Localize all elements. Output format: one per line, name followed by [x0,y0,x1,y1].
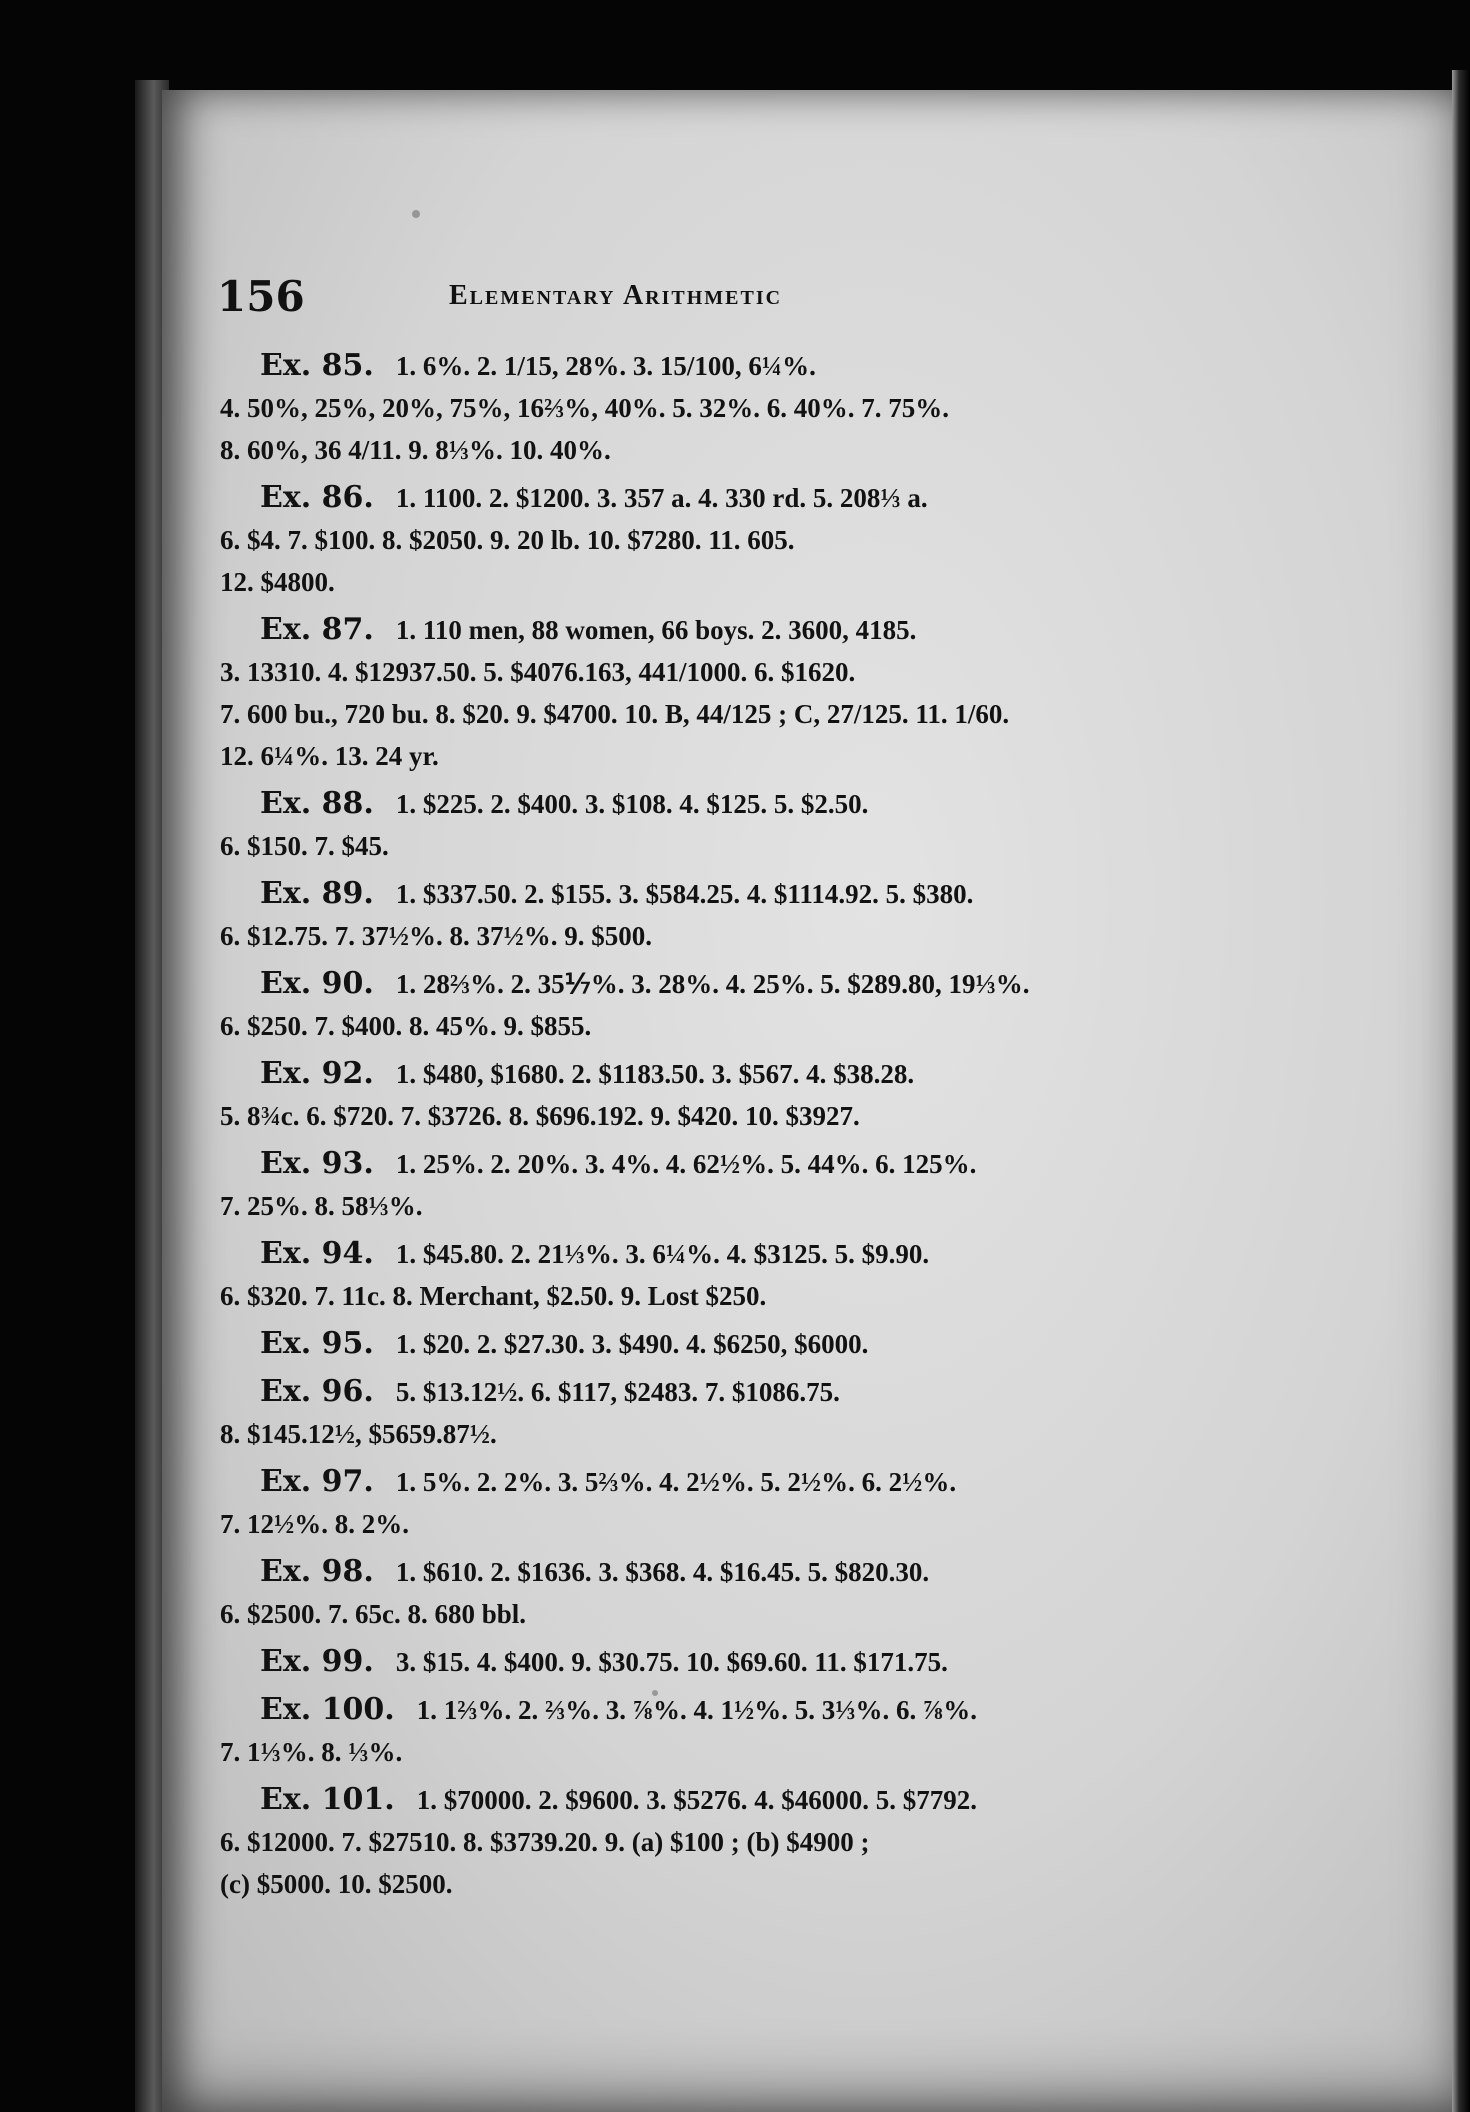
answer-text: (c) $5000. 10. $2500. [220,1869,453,1899]
answer-text: 1. 1100. 2. $1200. 3. 357 a. 4. 330 rd. 5. 208⅓ a. [395,483,928,513]
exercise-answers [220,1551,1340,1635]
exercise-label: Ex. 95. [260,1326,374,1361]
answer-line [220,519,1340,561]
answer-line [220,609,1340,651]
exercise-answers [220,1641,1340,1683]
exercise-label: Ex. 90. [260,966,374,1001]
exercise-answers [220,783,1340,867]
answer-text: 12. $4800. [220,567,335,597]
answer-text: 5. 8¾c. 6. $720. 7. $3726. 8. $696.192. 9. $420. 10. $3927. [220,1101,860,1131]
exercise-answers [220,345,1340,471]
exercise-answers [220,1053,1340,1137]
answer-text: 1. $225. 2. $400. 3. $108. 4. $125. 5. $2.50. [395,789,869,819]
exercise-answers [220,873,1340,957]
answer-line [220,1689,1340,1731]
answer-line [220,387,1340,429]
answer-line [220,1143,1340,1185]
exercise-answers [220,477,1340,603]
answer-line [220,1185,1340,1227]
answer-text: 8. 60%, 36 4/11. 9. 8⅓%. 10. 40%. [220,435,611,465]
answer-line [220,477,1340,519]
answer-line [220,1863,1340,1905]
exercise-label: Ex. 87. [260,612,374,647]
answer-text: 1. 110 men, 88 women, 66 boys. 2. 3600, 4185. [395,615,917,645]
exercise-answers [220,1233,1340,1317]
exercise-label: Ex. 89. [260,876,374,911]
answer-line [220,1053,1340,1095]
answer-text: 1. $20. 2. $27.30. 3. $490. 4. $6250, $6000. [395,1329,869,1359]
answer-text: 7. 25%. 8. 58⅓%. [220,1191,423,1221]
answer-line [220,1275,1340,1317]
answer-line [220,1731,1340,1773]
answer-text: 5. $13.12½. 6. $117, $2483. 7. $1086.75. [395,1377,840,1407]
answer-line [220,1233,1340,1275]
exercise-answers [220,963,1340,1047]
answer-text: 1. 5%. 2. 2%. 3. 5⅔%. 4. 2½%. 5. 2½%. 6. 2½%. [395,1467,957,1497]
answer-text: 6. $320. 7. 11c. 8. Merchant, $2.50. 9. Lost $250. [220,1281,767,1311]
exercise-label: Ex. 93. [260,1146,374,1181]
exercise-label: Ex. 96. [260,1374,374,1409]
answer-line [220,693,1340,735]
answer-text: 1. $70000. 2. $9600. 3. $5276. 4. $46000. 5. $7792. [416,1785,977,1815]
answer-line [220,1593,1340,1635]
answer-line [220,1821,1340,1863]
answer-text: 1. $610. 2. $1636. 3. $368. 4. $16.45. 5. $820.30. [395,1557,930,1587]
answer-text: 6. $12.75. 7. 37½%. 8. 37½%. 9. $500. [220,921,652,951]
answer-text: 1. 28⅔%. 2. 35⅐%. 3. 28%. 4. 25%. 5. $289.80, 19⅓%. [395,969,1030,999]
answer-line [220,1323,1340,1365]
answer-text: 7. 12½%. 8. 2%. [220,1509,409,1539]
exercise-label: Ex. 101. [260,1782,395,1817]
exercise-answers [220,1689,1340,1773]
answer-text: 6. $4. 7. $100. 8. $2050. 9. 20 lb. 10. $7280. 11. 605. [220,525,795,555]
answer-line [220,963,1340,1005]
answer-line [220,1503,1340,1545]
answer-text: 6. $250. 7. $400. 8. 45%. 9. $855. [220,1011,592,1041]
answer-line [220,1641,1340,1683]
exercise-label: Ex. 98. [260,1554,374,1589]
answer-text: 7. 600 bu., 720 bu. 8. $20. 9. $4700. 10. B, 44/125 ; C, 27/125. 11. 1/60. [220,699,1010,729]
answer-text: 6. $12000. 7. $27510. 8. $3739.20. 9. (a) $100 ; (b) $4900 ; [220,1827,870,1857]
answer-text: 1. 1⅔%. 2. ⅔%. 3. ⅞%. 4. 1½%. 5. 3⅓%. 6. ⅞%. [416,1695,977,1725]
answer-text: 1. $45.80. 2. 21⅓%. 3. 6¼%. 4. $3125. 5. $9.90. [395,1239,930,1269]
answer-text: 12. 6¼%. 13. 24 yr. [220,741,439,771]
running-title: Elementary Arithmetic [449,280,783,311]
exercise-label: Ex. 99. [260,1644,374,1679]
exercise-answers [220,1371,1340,1455]
exercise-label: Ex. 100. [260,1692,395,1727]
answer-line [220,345,1340,387]
page-number: 156 [217,272,305,321]
exercise-label: Ex. 97. [260,1464,374,1499]
exercise-label: Ex. 85. [260,348,374,383]
answer-line [220,1413,1340,1455]
answer-line [220,825,1340,867]
answer-text: 6. $2500. 7. 65c. 8. 680 bbl. [220,1599,527,1629]
page-edge-shadow [1452,70,1470,2112]
exercise-label: Ex. 94. [260,1236,374,1271]
exercise-answers [220,1779,1340,1905]
answer-line [220,1371,1340,1413]
exercise-answers [220,1461,1340,1545]
answer-line [220,1005,1340,1047]
answer-line [220,783,1340,825]
exercise-answers [220,609,1340,777]
answer-line [220,873,1340,915]
answer-line [220,1461,1340,1503]
answer-text: 6. $150. 7. $45. [220,831,389,861]
answer-text: 1. 25%. 2. 20%. 3. 4%. 4. 62½%. 5. 44%. 6. 125%. [395,1149,977,1179]
exercise-answers [220,1323,1340,1365]
answer-text: 1. $480, $1680. 2. $1183.50. 3. $567. 4. $38.28. [395,1059,915,1089]
answer-text: 8. $145.12½, $5659.87½. [220,1419,497,1449]
answer-line [220,429,1340,471]
answer-text: 1. $337.50. 2. $155. 3. $584.25. 4. $1114.92. 5. $380. [395,879,974,909]
answer-line [220,651,1340,693]
exercise-label: Ex. 92. [260,1056,374,1091]
exercise-label: Ex. 86. [260,480,374,515]
answer-line [220,561,1340,603]
exercise-answers [220,1143,1340,1227]
answer-text: 1. 6%. 2. 1/15, 28%. 3. 15/100, 6¼%. [395,351,816,381]
page-header [217,272,1077,332]
answer-line [220,1779,1340,1821]
answers-list [220,345,1340,1911]
answer-line [220,915,1340,957]
answer-text: 7. 1⅓%. 8. ⅓%. [220,1737,403,1767]
answer-text: 3. 13310. 4. $12937.50. 5. $4076.163, 441/1000. 6. $1620. [220,657,856,687]
answer-text: 3. $15. 4. $400. 9. $30.75. 10. $69.60. 11. $171.75. [395,1647,948,1677]
answer-line [220,735,1340,777]
answer-line [220,1551,1340,1593]
ink-speck [412,210,420,218]
answer-text: 4. 50%, 25%, 20%, 75%, 16⅔%, 40%. 5. 32%. 6. 40%. 7. 75%. [220,393,949,423]
exercise-label: Ex. 88. [260,786,374,821]
answer-line [220,1095,1340,1137]
